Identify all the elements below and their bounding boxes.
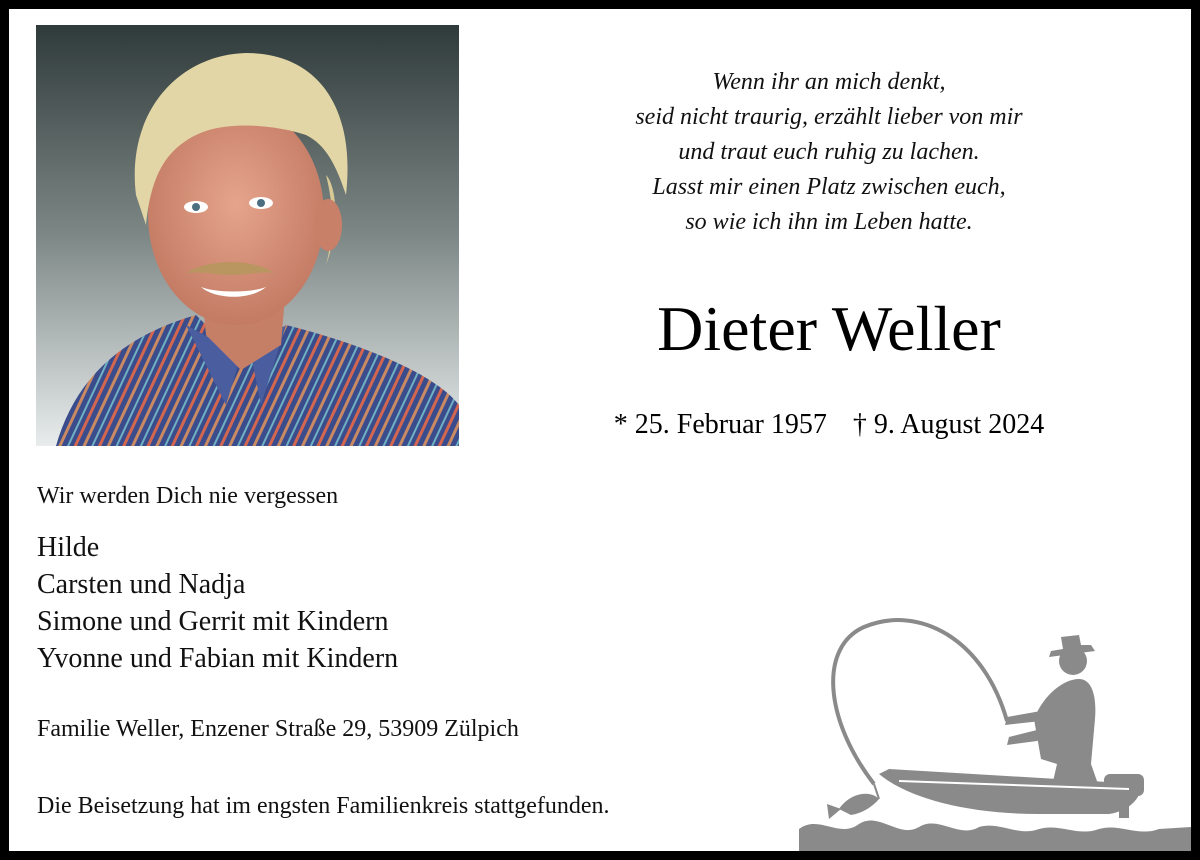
family-address: Familie Weller, Enzener Straße 29, 53909 Zülpich bbox=[37, 716, 519, 742]
death-date: † 9. August 2024 bbox=[852, 409, 1045, 440]
poem-line: seid nicht traurig, erzählt lieber von mir bbox=[635, 104, 1023, 130]
poem-line: Lasst mir einen Platz zwischen euch, bbox=[652, 174, 1006, 200]
mourner: Carsten und Nadja bbox=[37, 569, 246, 600]
birth-date: * 25. Februar 1957 bbox=[613, 409, 827, 440]
mourner: Simone und Gerrit mit Kindern bbox=[37, 606, 389, 637]
deceased-name: Dieter Weller bbox=[657, 293, 1001, 364]
poem-line: Wenn ihr an mich denkt, bbox=[712, 69, 946, 95]
mourner: Hilde bbox=[37, 532, 100, 563]
obituary-notice bbox=[9, 9, 1191, 851]
poem-line: so wie ich ihn im Leben hatte. bbox=[685, 209, 973, 235]
mourner: Yvonne und Fabian mit Kindern bbox=[37, 643, 399, 674]
mourners-list bbox=[37, 529, 398, 677]
portrait-photo bbox=[36, 25, 459, 446]
remembrance-text: Wir werden Dich nie vergessen bbox=[37, 483, 339, 509]
life-dates bbox=[529, 409, 1129, 441]
fisherman-boat-silhouette-icon bbox=[779, 599, 1191, 851]
burial-note: Die Beisetzung hat im engsten Familienkreis stattgefunden. bbox=[37, 793, 610, 819]
poem-line: und traut euch ruhig zu lachen. bbox=[678, 139, 980, 165]
memorial-poem bbox=[529, 65, 1129, 240]
